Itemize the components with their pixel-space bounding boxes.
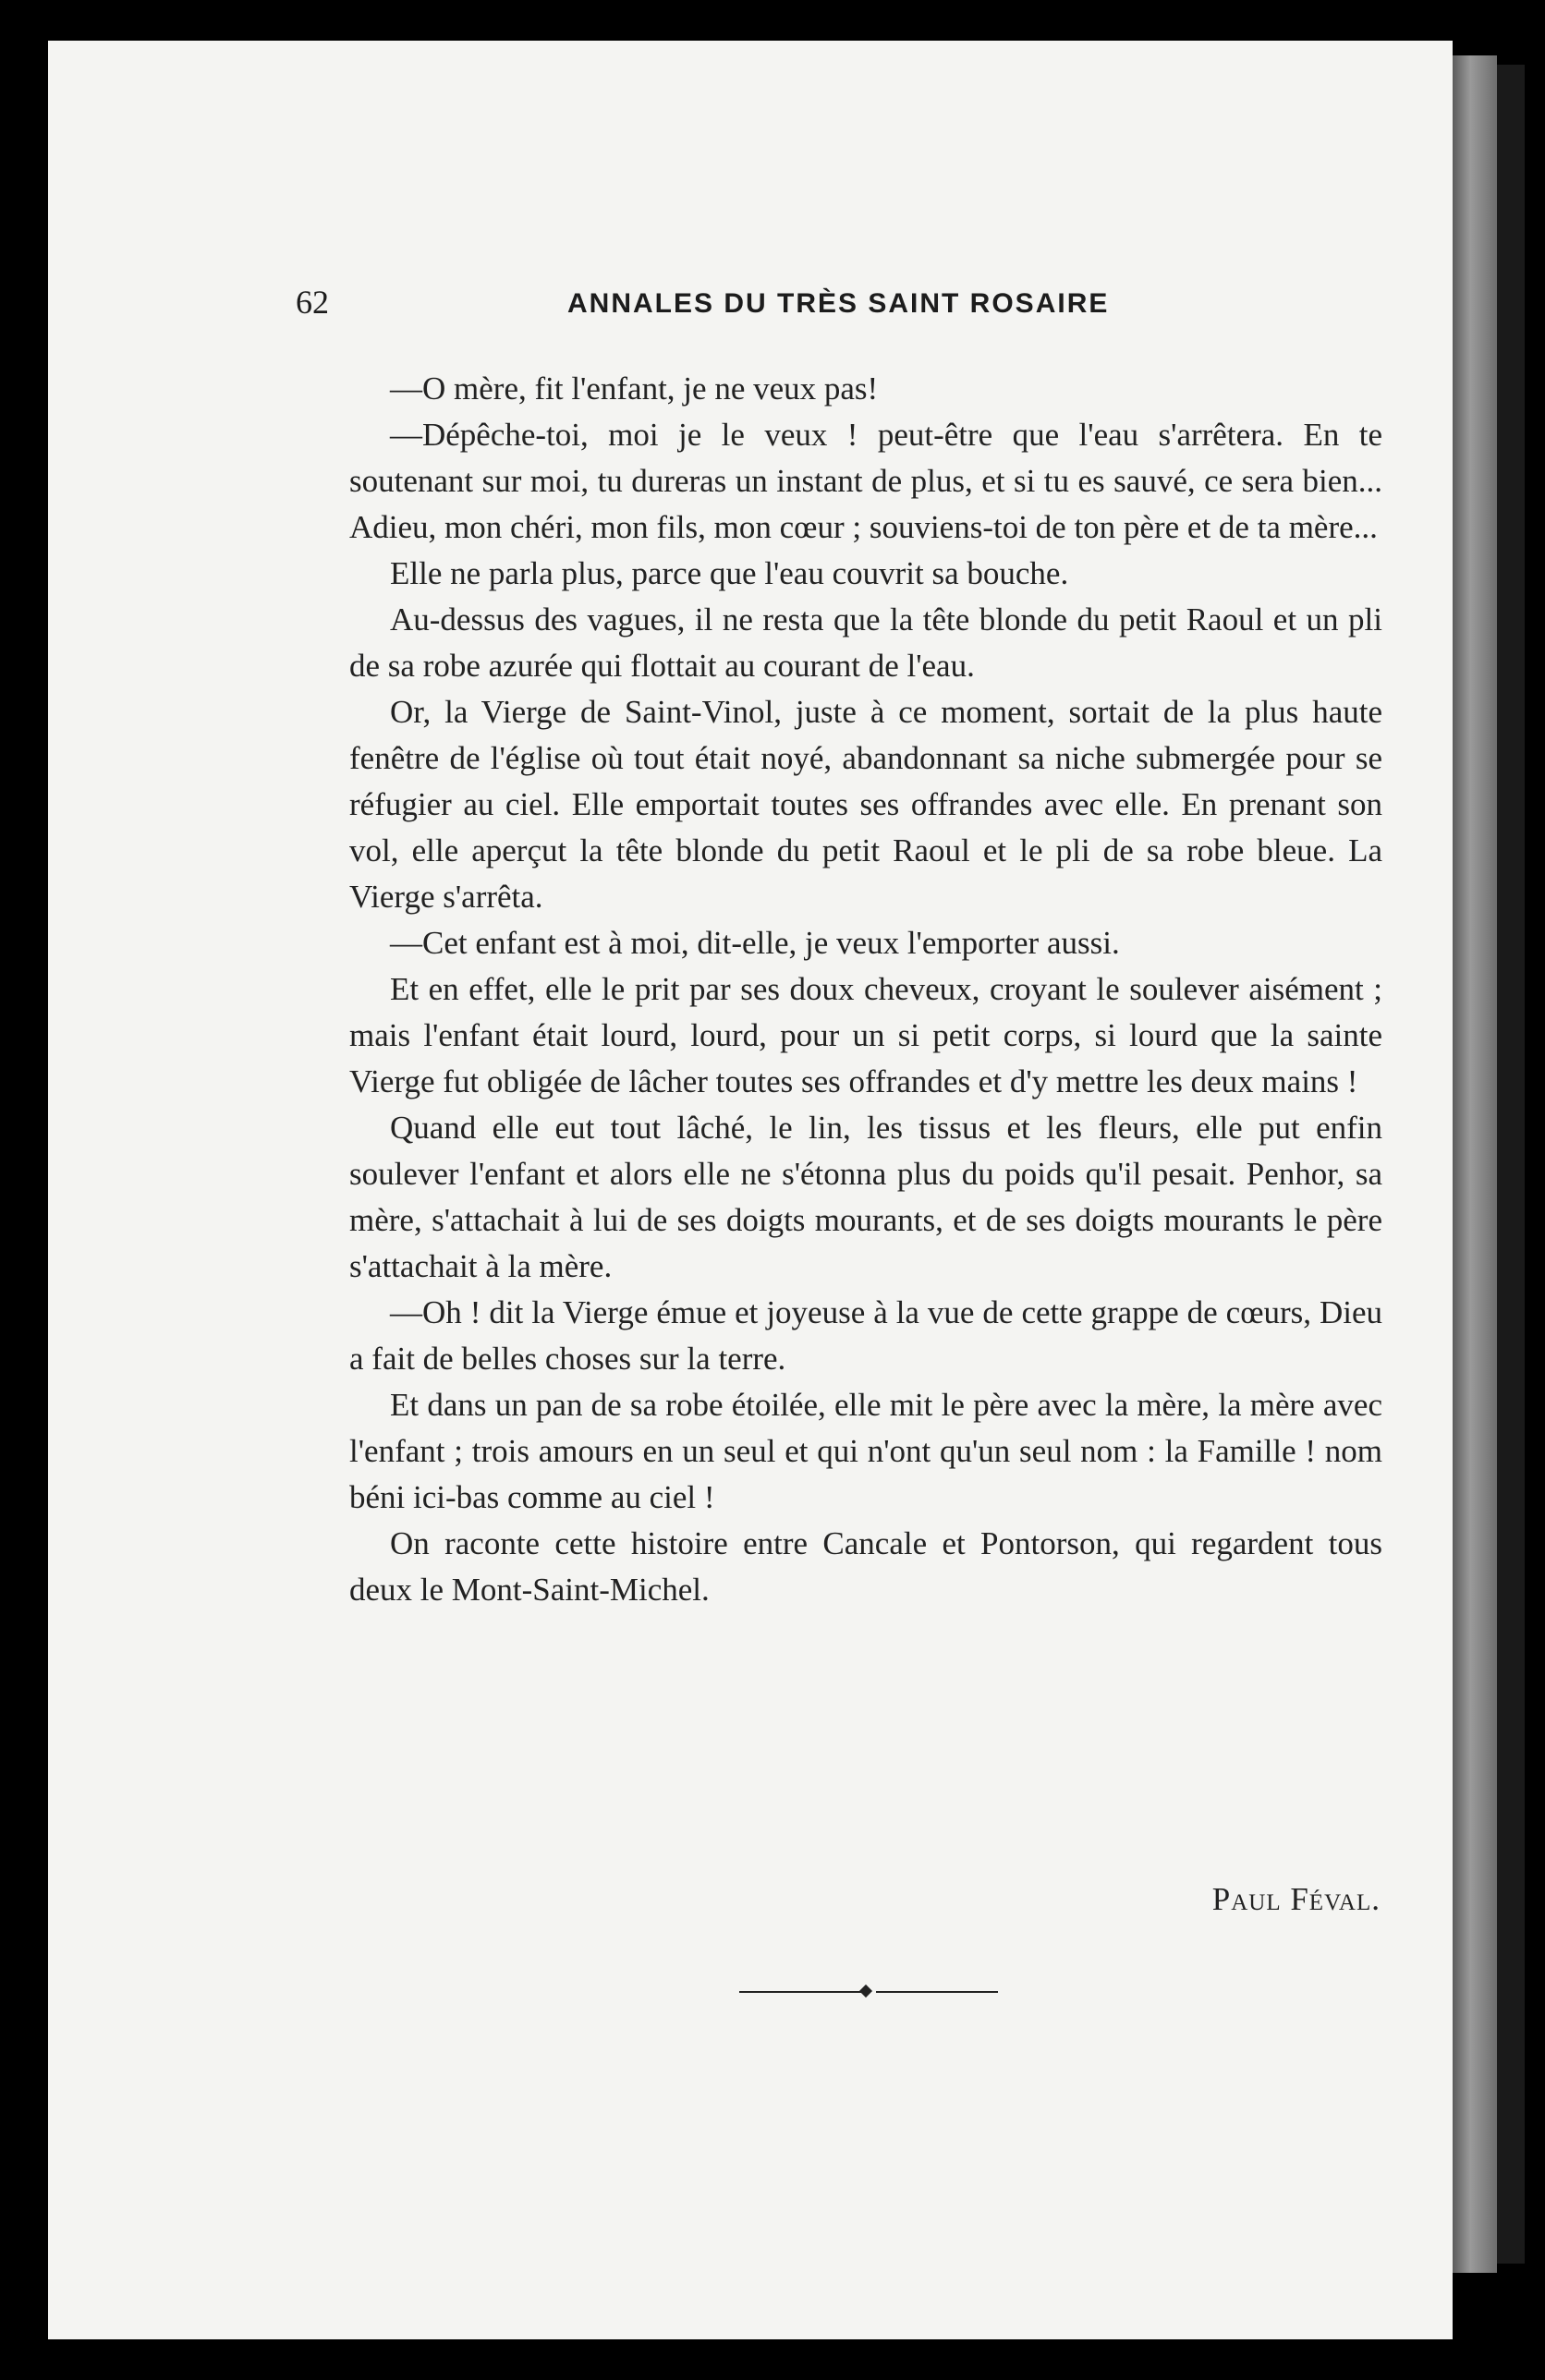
paragraph: —Oh ! dit la Vierge émue et joyeuse à la vue de cette grappe de cœurs, Dieu a fait de belles choses sur la terre. (349, 1294, 1382, 1377)
paragraph: Et en effet, elle le prit par ses doux cheveux, croyant le soulever aisément ; mais l'enfant était lourd, lourd, pour un si petit corps, si lourd que la sainte Vierge fut obligée de lâcher toutes ses offrandes et d'y mettre les deux mains ! (349, 971, 1382, 1099)
body-text (349, 366, 1382, 1613)
page-edge (1453, 55, 1497, 2273)
book-page (48, 41, 1453, 2339)
paragraph: —O mère, fit l'enfant, je ne veux pas! (390, 370, 879, 407)
page-number: 62 (296, 284, 329, 321)
paragraph: Quand elle eut tout lâché, le lin, les tissus et les fleurs, elle put enfin soulever l'enfant et alors elle ne s'étonna plus du poids qu'il pesait. Penhor, sa mère, s'attachait à lui de ses doigts mourants, et de ses doigts mourants le père s'attachait à la mère. (349, 1110, 1382, 1284)
page-edge-shadow (1497, 65, 1525, 2264)
divider-line-right (876, 1991, 998, 1993)
running-head: ANNALES DU TRÈS SAINT ROSAIRE (567, 288, 1110, 319)
section-divider-ornament (739, 1985, 998, 1999)
author-signature: Paul Féval. (1211, 1881, 1381, 1917)
paragraph: Or, la Vierge de Saint-Vinol, juste à ce moment, sortait de la plus haute fenêtre de l'église où tout était noyé, abandonnant sa niche submergée pour se réfugier au ciel. Elle emportait toutes ses offrandes avec elle. En prenant son vol, elle aperçut la tête blonde du petit Raoul et le pli de sa robe bleue. La Vierge s'arrêta. (349, 694, 1382, 915)
paragraph: Et dans un pan de sa robe étoilée, elle mit le père avec la mère, la mère avec l'enfant ; trois amours en un seul et qui n'ont qu'un seul nom : la Famille ! nom béni ici-bas comme au ciel ! (349, 1387, 1382, 1515)
paragraph: Elle ne parla plus, parce que l'eau couvrit sa bouche. (390, 555, 1069, 591)
page-header (48, 283, 1453, 329)
divider-line-left (739, 1991, 861, 1993)
divider-diamond-icon (859, 1985, 872, 1998)
paragraph: On raconte cette histoire entre Cancale et Pontorson, qui regardent tous deux le Mont-Saint-Michel. (349, 1525, 1382, 1608)
paragraph: —Cet enfant est à moi, dit-elle, je veux l'emporter aussi. (390, 925, 1120, 961)
paragraph: Au-dessus des vagues, il ne resta que la tête blonde du petit Raoul et un pli de sa robe azurée qui flottait au courant de l'eau. (349, 601, 1382, 684)
paragraph: —Dépêche-toi, moi je le veux ! peut-être que l'eau s'arrêtera. En te soutenant sur moi, tu dureras un instant de plus, et si tu es sauvé, ce sera bien... Adieu, mon chéri, mon fils, mon cœur ; souviens-toi de ton père et de ta mère... (349, 417, 1382, 545)
